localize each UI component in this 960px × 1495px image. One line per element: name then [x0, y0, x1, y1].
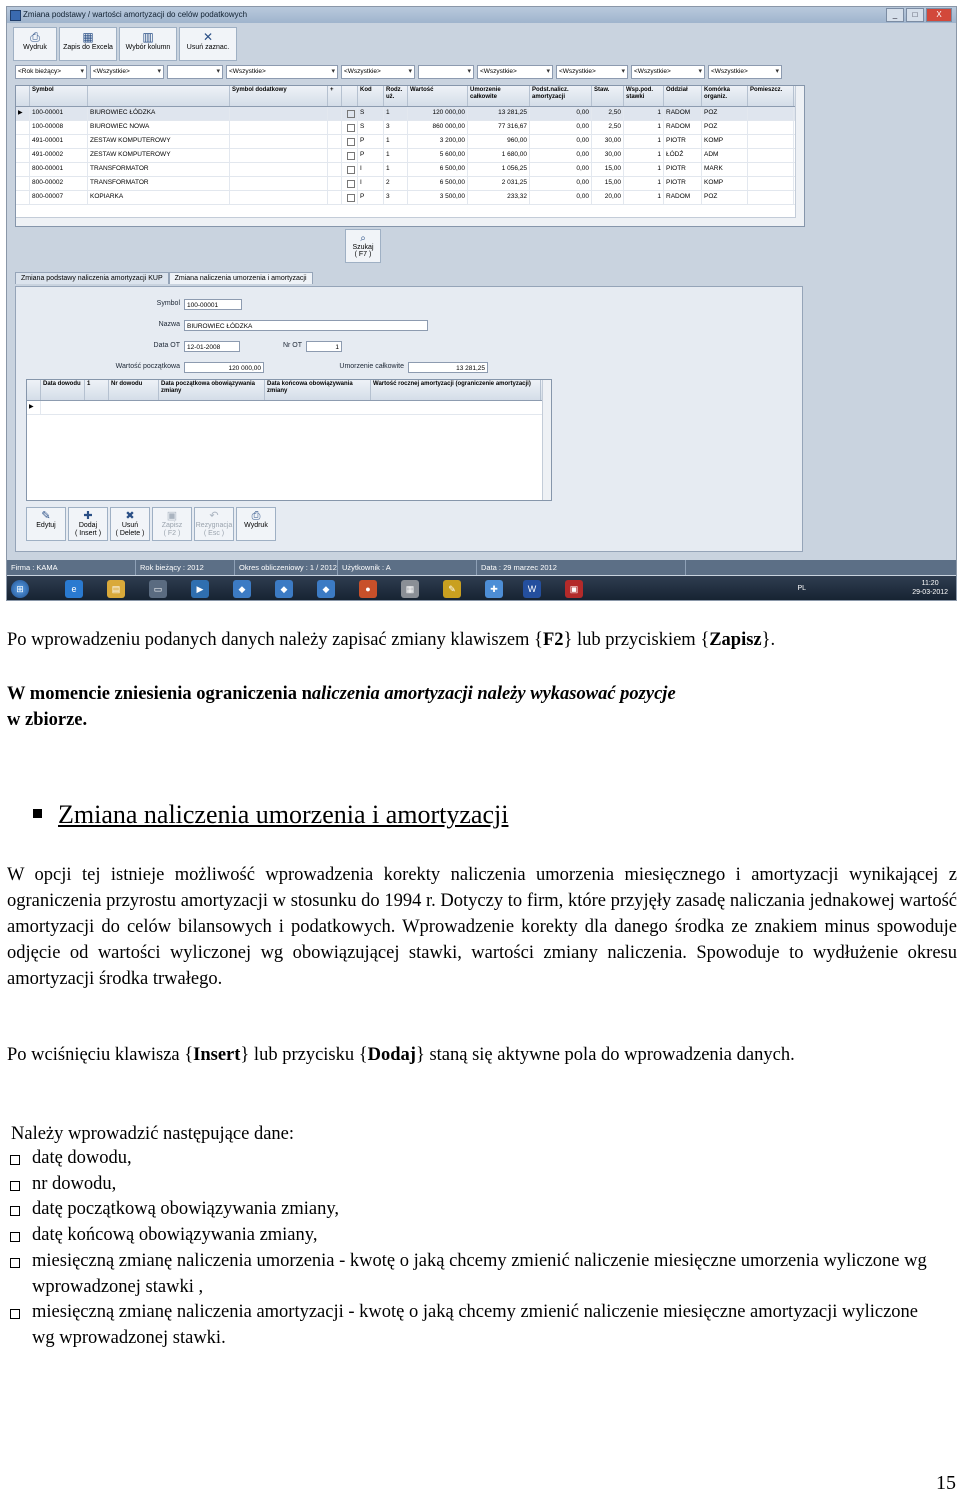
- cell-name: TRANSFORMATOR: [88, 177, 230, 190]
- bottom-button-label: Zapisz: [161, 522, 183, 529]
- cell-oddzial: PIOTR: [664, 135, 702, 148]
- cell-symbol: 100-00008: [30, 121, 88, 134]
- cell-podst: 0,00: [530, 107, 592, 120]
- row-checkbox[interactable]: [342, 149, 358, 162]
- changes-grid-empty-row[interactable]: [27, 401, 551, 415]
- app-icon-2[interactable]: ◆: [275, 580, 293, 598]
- cell-kod: 2: [384, 177, 408, 190]
- list-item: [7, 1249, 937, 1300]
- p4-text-c: } lub przycisku {: [240, 1045, 368, 1065]
- bottom-button-key: ( F2 ): [163, 530, 181, 537]
- filter-blank-1[interactable]: [167, 65, 223, 79]
- cell-kod: 3: [384, 121, 408, 134]
- cell-umorzenie: 13 281,25: [468, 107, 530, 120]
- cell-symbol: 800-00001: [30, 163, 88, 176]
- col-wsp[interactable]: Wsp.pod. stawki: [624, 86, 664, 106]
- search-key: ( F7 ): [354, 251, 372, 258]
- cell-umorzenie: 1 680,00: [468, 149, 530, 162]
- list-item-text: datę dowodu,: [32, 1148, 132, 1168]
- cell-wsp: 1: [624, 163, 664, 176]
- p4-text-e: } staną się aktywne pola do wprowadzenia danych.: [415, 1045, 795, 1065]
- application-screenshot: [6, 6, 957, 601]
- col-umorzenie[interactable]: Umorzenie całkowite: [468, 86, 530, 106]
- cell-wsp: 1: [624, 107, 664, 120]
- app-icon-6[interactable]: ✎: [443, 580, 461, 598]
- section-heading: [33, 800, 508, 830]
- cell-komorka: POZ: [702, 121, 748, 134]
- add-icon: ✚: [83, 510, 93, 522]
- cell-podst: 0,00: [530, 177, 592, 190]
- cell-name: TRANSFORMATOR: [88, 163, 230, 176]
- changes-grid-header: [27, 380, 551, 401]
- section-heading-text: Zmiana naliczenia umorzenia i amortyzacji: [58, 800, 509, 829]
- col-oddzial[interactable]: Oddział: [664, 86, 702, 106]
- search-button[interactable]: [345, 229, 381, 263]
- status-bar: [7, 560, 956, 575]
- bottom-button-key: ( Esc ): [203, 530, 225, 537]
- start-button-icon[interactable]: ⊞: [11, 580, 29, 598]
- paragraph-description: W opcji tej istnieje możliwość wprowadzenia korekty naliczenia umorzenia miesięcznego i amortyzacji wynikającej z ograniczenia przyrostu amortyzacji w stosunku do 1994 r. Dotyczy to firm, które przyjęły zasadę naliczania jednakowej wartość amortyzacji do celów bilansowych i podatkowych. Wprowadzenie korekty dla danego środka ze znakiem minus spowoduje odjęcie od wartości wyliczonej wg obowiązującej stawki, wartości zmiany naliczenia. Spowoduje to wydłużenie okresu amortyzacji środka trwałego.: [7, 865, 957, 989]
- cell-kod: 3: [384, 191, 408, 204]
- table-row[interactable]: [16, 135, 804, 149]
- cell-empty: [230, 149, 328, 162]
- cell-wsp: 1: [624, 121, 664, 134]
- top-toolbar: [13, 27, 237, 61]
- symbol-field[interactable]: 100-00001: [184, 299, 242, 310]
- cell-oddzial: ŁÓDŹ: [664, 149, 702, 162]
- p1-key-f2: F2: [542, 630, 564, 650]
- checkbox-bullet-icon: [10, 1232, 20, 1242]
- cell-stawka: 2,50: [592, 121, 624, 134]
- tray-clock[interactable]: [912, 579, 948, 597]
- cell-name: ZESTAW KOMPUTEROWY: [88, 149, 230, 162]
- cell-oddzial: PIOTR: [664, 177, 702, 190]
- cell-empty: [748, 149, 794, 162]
- row-pointer-icon: [16, 121, 30, 134]
- cell-wartosc: 860 000,00: [408, 121, 468, 134]
- list-item: [7, 1300, 937, 1351]
- delete-icon: ✖: [125, 510, 135, 522]
- row-checkbox[interactable]: [342, 177, 358, 190]
- assets-grid: [15, 85, 805, 227]
- nazwa-field[interactable]: BIUROWIEC ŁÓDZKA: [184, 320, 428, 331]
- cell-wartosc: 6 500,00: [408, 177, 468, 190]
- row-checkbox[interactable]: [342, 121, 358, 134]
- bottom-button-label: Usuń: [121, 522, 139, 529]
- cell-symbol: 491-00002: [30, 149, 88, 162]
- cell-kod: 1: [384, 163, 408, 176]
- filter-blank-2[interactable]: [418, 65, 474, 79]
- p1-text-c: } lub przyciskiem {: [563, 630, 710, 650]
- app-icon-5[interactable]: ▦: [401, 580, 419, 598]
- app-icon: [10, 10, 21, 21]
- col-plus[interactable]: +: [328, 86, 342, 106]
- row-pointer-icon: [16, 177, 30, 190]
- assets-grid-hscroll[interactable]: [16, 217, 796, 226]
- cell-umorzenie: 2 031,25: [468, 177, 530, 190]
- excel-icon: ▦: [82, 30, 94, 44]
- data-ot-label: Data OT: [153, 342, 180, 349]
- bottom-button-key: ( Delete ): [115, 530, 145, 537]
- usuń-button[interactable]: [110, 507, 150, 541]
- col-symbol[interactable]: Symbol: [30, 86, 88, 106]
- symbol-label: Symbol: [156, 300, 180, 307]
- table-row[interactable]: [16, 149, 804, 163]
- pdf-icon[interactable]: ▣: [565, 580, 583, 598]
- list-item: [7, 1172, 937, 1198]
- cell-wartosc: 120 000,00: [408, 107, 468, 120]
- cell-wartosc: 3 200,00: [408, 135, 468, 148]
- p4-key-insert: Insert: [193, 1045, 241, 1065]
- cell-komorka: MARK: [702, 163, 748, 176]
- dodaj-button[interactable]: [68, 507, 108, 541]
- cell-empty: [748, 107, 794, 120]
- cell-kod: 1: [384, 135, 408, 148]
- choose-columns-label: Wybór kolumn: [125, 44, 171, 51]
- status-firm: Firma : KAMA: [7, 560, 136, 575]
- excel-export-label: Zapis do Excela: [63, 44, 113, 51]
- edytuj-button[interactable]: [26, 507, 66, 541]
- p1-text-e: }.: [761, 630, 776, 650]
- bottom-button-label: Dodaj: [78, 522, 98, 529]
- cell-empty: [748, 191, 794, 204]
- filter-year[interactable]: <Rok bieżący> ▾: [15, 65, 87, 79]
- nazwa-label: Nazwa: [158, 321, 180, 328]
- col-wartosc[interactable]: Wartość: [408, 86, 468, 106]
- nr-ot-field[interactable]: 1: [306, 341, 342, 352]
- filter-pomieszcz[interactable]: <Wszystkie> ▾: [708, 65, 782, 79]
- col-indicator: [16, 86, 30, 106]
- bottom-button-label: Rezygnacja: [195, 522, 233, 529]
- search-icon: ⌕: [360, 233, 366, 244]
- cancel-icon: ↶: [209, 510, 219, 522]
- bullet-square-icon: [33, 809, 42, 818]
- wydruk-button[interactable]: [236, 507, 276, 541]
- tab-kup-basis[interactable]: Zmiana podstawy naliczenia amortyzacji KUP: [15, 272, 169, 284]
- status-period: Okres obliczeniowy : 1 / 2012: [235, 560, 338, 575]
- bottom-buttons: [26, 507, 276, 541]
- umorzenie-label: Umorzenie całkowite: [339, 363, 404, 370]
- tray-time: 11:20: [921, 580, 939, 587]
- p4-button-dodaj: Dodaj: [367, 1045, 416, 1065]
- tray-date: 29-03-2012: [912, 589, 948, 596]
- p4-text-a: Po wciśnięciu klawisza {: [7, 1045, 194, 1065]
- cell-wartosc: 6 500,00: [408, 163, 468, 176]
- table-row[interactable]: [16, 163, 804, 177]
- cell-umorzenie: 77 316,67: [468, 121, 530, 134]
- detail-panel: [15, 286, 803, 552]
- assets-grid-header: [16, 86, 804, 107]
- cell-podst: 0,00: [530, 191, 592, 204]
- filter-komorka[interactable]: <Wszystkie> ▾: [631, 65, 705, 79]
- cell-empty: [328, 191, 342, 204]
- filter-symbol[interactable]: <Wszystkie> ▾: [90, 65, 164, 79]
- windows-taskbar: [7, 576, 956, 601]
- p2-text-a: W momencie zniesienia ograniczenia n: [7, 684, 312, 704]
- col-name[interactable]: [88, 86, 230, 106]
- print-button-label: Wydruk: [23, 44, 47, 51]
- p2-text-b: aliczenia amortyzacji należy wykasować pozycje: [311, 684, 676, 704]
- clear-selection-label: Usuń zaznac.: [186, 44, 230, 51]
- cell-oddzial: RADOM: [664, 107, 702, 120]
- cell-empty: [748, 163, 794, 176]
- col-podst[interactable]: Podst.nalicz. amortyzacji: [530, 86, 592, 106]
- cell-empty: [230, 135, 328, 148]
- checkbox-bullet-icon: [10, 1258, 20, 1268]
- filter-rodz[interactable]: <Wszystkie> ▾: [341, 65, 415, 79]
- row-pointer-icon: ▶: [27, 401, 41, 414]
- cell-oddzial: RADOM: [664, 191, 702, 204]
- cell-umorzenie: 1 056,25: [468, 163, 530, 176]
- filter-row: [15, 65, 786, 78]
- cell-oddzial: PIOTR: [664, 163, 702, 176]
- cell-rodz: S: [358, 107, 384, 120]
- checkbox-bullet-icon: [10, 1155, 20, 1165]
- wartosc-field[interactable]: 120 000,00: [184, 362, 264, 373]
- cell-empty: [230, 121, 328, 134]
- cell-symbol: 800-00007: [30, 191, 88, 204]
- cell-podst: 0,00: [530, 149, 592, 162]
- cell-wsp: 1: [624, 149, 664, 162]
- status-date: Data : 29 marzec 2012: [477, 560, 686, 575]
- edit-icon: ✎: [41, 510, 51, 522]
- paragraph-warning: [7, 681, 957, 733]
- cell-rodz: I: [358, 177, 384, 190]
- assets-grid-body: [16, 107, 804, 205]
- cell-empty: [328, 177, 342, 190]
- status-user: Użytkownik : A: [338, 560, 477, 575]
- cell-wartosc: 5 600,00: [408, 149, 468, 162]
- cell-name: KOPIARKA: [88, 191, 230, 204]
- col-symbol-dod[interactable]: Symbol dodatkowy: [230, 86, 328, 106]
- cell-wartosc: 3 500,00: [408, 191, 468, 204]
- cell-empty: [748, 135, 794, 148]
- col-rodz[interactable]: Kod: [358, 86, 384, 106]
- cell-stawka: 20,00: [592, 191, 624, 204]
- row-checkbox[interactable]: [342, 135, 358, 148]
- cell-symbol: 800-00002: [30, 177, 88, 190]
- zapisz-button[interactable]: [152, 507, 192, 541]
- checkbox-bullet-icon: [10, 1309, 20, 1319]
- window-title-bar: [7, 7, 956, 23]
- cell-empty: [230, 107, 328, 120]
- cell-stawka: 2,50: [592, 107, 624, 120]
- cell-wsp: 1: [624, 191, 664, 204]
- list-item: [7, 1223, 937, 1249]
- col-kod[interactable]: Rodz. uż.: [384, 86, 408, 106]
- cell-rodz: P: [358, 149, 384, 162]
- app-icon-4[interactable]: ●: [359, 580, 377, 598]
- printer-icon: ⎙: [30, 30, 40, 44]
- cell-podst: 0,00: [530, 121, 592, 134]
- cell-empty: [328, 107, 342, 120]
- bottom-button-label: Edytuj: [36, 522, 56, 529]
- search-label: Szukaj: [352, 244, 374, 251]
- cell-komorka: POZ: [702, 107, 748, 120]
- wartosc-label: Wartość początkowa: [115, 363, 180, 370]
- cell-empty: [328, 135, 342, 148]
- cell-rodz: P: [358, 135, 384, 148]
- bottom-button-key: ( Insert ): [74, 530, 102, 537]
- col2-data-pocz[interactable]: Data początkowa obowiązywania zmiany: [159, 380, 265, 400]
- col-komorka[interactable]: Komórka organiz.: [702, 86, 748, 106]
- status-year: Rok bieżący : 2012: [136, 560, 235, 575]
- folder-icon[interactable]: ▤: [107, 580, 125, 598]
- cell-umorzenie: 960,00: [468, 135, 530, 148]
- cell-wsp: 1: [624, 177, 664, 190]
- list-item-text: miesięczną zmianę naliczenia amortyzacji - kwotę o jaką chcemy zmienić naliczenie miesięczne amortyzacji wyliczone wg wprowadzonej stawki.: [32, 1302, 919, 1348]
- cell-name: BIUROWIEC ŁÓDZKA: [88, 107, 230, 120]
- page-number: 15: [936, 1472, 956, 1494]
- paragraph-insert-instruction: [7, 1042, 957, 1068]
- save-icon: ▣: [166, 510, 178, 522]
- checkbox-bullet-icon: [10, 1181, 20, 1191]
- cell-stawka: 30,00: [592, 149, 624, 162]
- printer-icon: ⎙: [251, 510, 261, 522]
- p2-text-c: w zbiorze.: [7, 710, 88, 730]
- media-icon[interactable]: ▶: [191, 580, 209, 598]
- list-item-text: miesięczną zmianę naliczenia umorzenia - kwotę o jaką chcemy zmienić naliczenie miesięczne umorzenia wyliczone wg wprowadzonej stawki ,: [32, 1250, 927, 1297]
- cell-empty: [748, 121, 794, 134]
- row-checkbox[interactable]: [342, 163, 358, 176]
- minimize-button[interactable]: _: [886, 8, 904, 22]
- umorzenie-field[interactable]: 13 281,25: [408, 362, 488, 373]
- columns-icon: ▥: [142, 30, 154, 44]
- cell-empty: [230, 163, 328, 176]
- list-item: [7, 1197, 937, 1223]
- cell-komorka: ADM: [702, 149, 748, 162]
- filter-stawka[interactable]: <Wszystkie> ▾: [477, 65, 553, 79]
- col2-indicator: [27, 380, 41, 400]
- cell-empty: [328, 121, 342, 134]
- cell-komorka: KOMP: [702, 135, 748, 148]
- row-checkbox[interactable]: [342, 107, 358, 120]
- col2-sort[interactable]: 1: [85, 380, 109, 400]
- clear-selection-icon: ✕: [202, 30, 214, 44]
- checkbox-bullet-icon: [10, 1206, 20, 1216]
- row-pointer-icon: [16, 191, 30, 204]
- cell-empty: [748, 177, 794, 190]
- cell-stawka: 15,00: [592, 177, 624, 190]
- paragraph-save-instruction: [7, 627, 957, 653]
- cell-rodz: S: [358, 121, 384, 134]
- filter-symbol-dod[interactable]: <Wszystkie> ▾: [226, 65, 338, 79]
- row-pointer-icon: [16, 163, 30, 176]
- list-intro: Należy wprowadzić następujące dane:: [11, 1124, 295, 1144]
- col2-nr-dowodu[interactable]: Nr dowodu: [109, 380, 159, 400]
- ie-icon[interactable]: e: [65, 580, 83, 598]
- required-data-list: [7, 1146, 937, 1352]
- table-row[interactable]: [16, 191, 804, 205]
- app-icon-3[interactable]: ◆: [317, 580, 335, 598]
- table-row[interactable]: [16, 177, 804, 191]
- p1-button-zapisz: Zapisz: [709, 630, 762, 650]
- tray-language[interactable]: PL: [797, 585, 806, 592]
- table-row[interactable]: [16, 107, 804, 121]
- app-icon-7[interactable]: ✚: [485, 580, 503, 598]
- choose-columns-button[interactable]: [119, 27, 177, 61]
- cell-podst: 0,00: [530, 135, 592, 148]
- row-checkbox[interactable]: [342, 191, 358, 204]
- list-item-text: datę początkową obowiązywania zmiany,: [32, 1199, 340, 1220]
- data-ot-field[interactable]: 12-01-2008: [184, 341, 240, 352]
- cell-stawka: 30,00: [592, 135, 624, 148]
- cell-komorka: POZ: [702, 191, 748, 204]
- cell-symbol: 100-00001: [30, 107, 88, 120]
- notepad-icon[interactable]: ▭: [149, 580, 167, 598]
- window-title: Zmiana podstawy / wartości amortyzacji do celów podatkowych: [23, 10, 248, 19]
- detail-tabs: [15, 272, 313, 284]
- col2-data-dowodu[interactable]: Data dowodu: [41, 380, 85, 400]
- list-item-text: nr dowodu,: [32, 1173, 117, 1194]
- row-pointer-icon: [16, 135, 30, 148]
- p1-text-a: Po wprowadzeniu podanych danych należy zapisać zmiany klawiszem {: [7, 630, 543, 650]
- rezygnacja-button[interactable]: [194, 507, 234, 541]
- row-pointer-icon: [16, 149, 30, 162]
- cell-kod: 1: [384, 149, 408, 162]
- cell-oddzial: RADOM: [664, 121, 702, 134]
- cell-umorzenie: 233,32: [468, 191, 530, 204]
- close-button[interactable]: X: [926, 8, 952, 22]
- cell-name: ZESTAW KOMPUTEROWY: [88, 135, 230, 148]
- cell-podst: 0,00: [530, 163, 592, 176]
- changes-grid: [26, 379, 552, 501]
- window-controls: [886, 8, 952, 22]
- app-icon-1[interactable]: ◆: [233, 580, 251, 598]
- col2-wartosc-rocznej[interactable]: Wartość rocznej amortyzacji (ograniczenie amortyzacji): [371, 380, 541, 400]
- cell-stawka: 15,00: [592, 163, 624, 176]
- table-row[interactable]: [16, 121, 804, 135]
- filter-oddzial[interactable]: <Wszystkie> ▾: [556, 65, 628, 79]
- tab-depreciation-change[interactable]: Zmiana naliczenia umorzenia i amortyzacji: [169, 272, 313, 284]
- list-item-text: datę końcową obowiązywania zmiany,: [32, 1225, 318, 1246]
- assets-grid-vscroll[interactable]: [795, 86, 804, 226]
- col-stawka[interactable]: Staw.: [592, 86, 624, 106]
- changes-grid-vscroll[interactable]: [542, 380, 551, 500]
- cell-komorka: KOMP: [702, 177, 748, 190]
- col-check: [342, 86, 358, 106]
- print-button[interactable]: [13, 27, 57, 61]
- cell-empty: [328, 163, 342, 176]
- cell-empty: [328, 149, 342, 162]
- nr-ot-label: Nr OT: [282, 342, 302, 349]
- cell-name: BIUROWIEC NOWA: [88, 121, 230, 134]
- maximize-button[interactable]: □: [906, 8, 924, 22]
- excel-export-button[interactable]: [59, 27, 117, 61]
- cell-empty: [230, 191, 328, 204]
- col2-data-konc[interactable]: Data końcowa obowiązywania zmiany: [265, 380, 371, 400]
- clear-selection-button[interactable]: [179, 27, 237, 61]
- cell-rodz: P: [358, 191, 384, 204]
- col-pomieszcz[interactable]: Pomieszcz.: [748, 86, 794, 106]
- row-pointer-icon: ▶: [16, 107, 30, 120]
- bottom-button-label: Wydruk: [244, 522, 268, 529]
- cell-rodz: I: [358, 163, 384, 176]
- cell-empty: [230, 177, 328, 190]
- list-item: [7, 1146, 937, 1172]
- word-icon[interactable]: W: [523, 580, 541, 598]
- cell-wsp: 1: [624, 135, 664, 148]
- cell-symbol: 491-00001: [30, 135, 88, 148]
- cell-kod: 1: [384, 107, 408, 120]
